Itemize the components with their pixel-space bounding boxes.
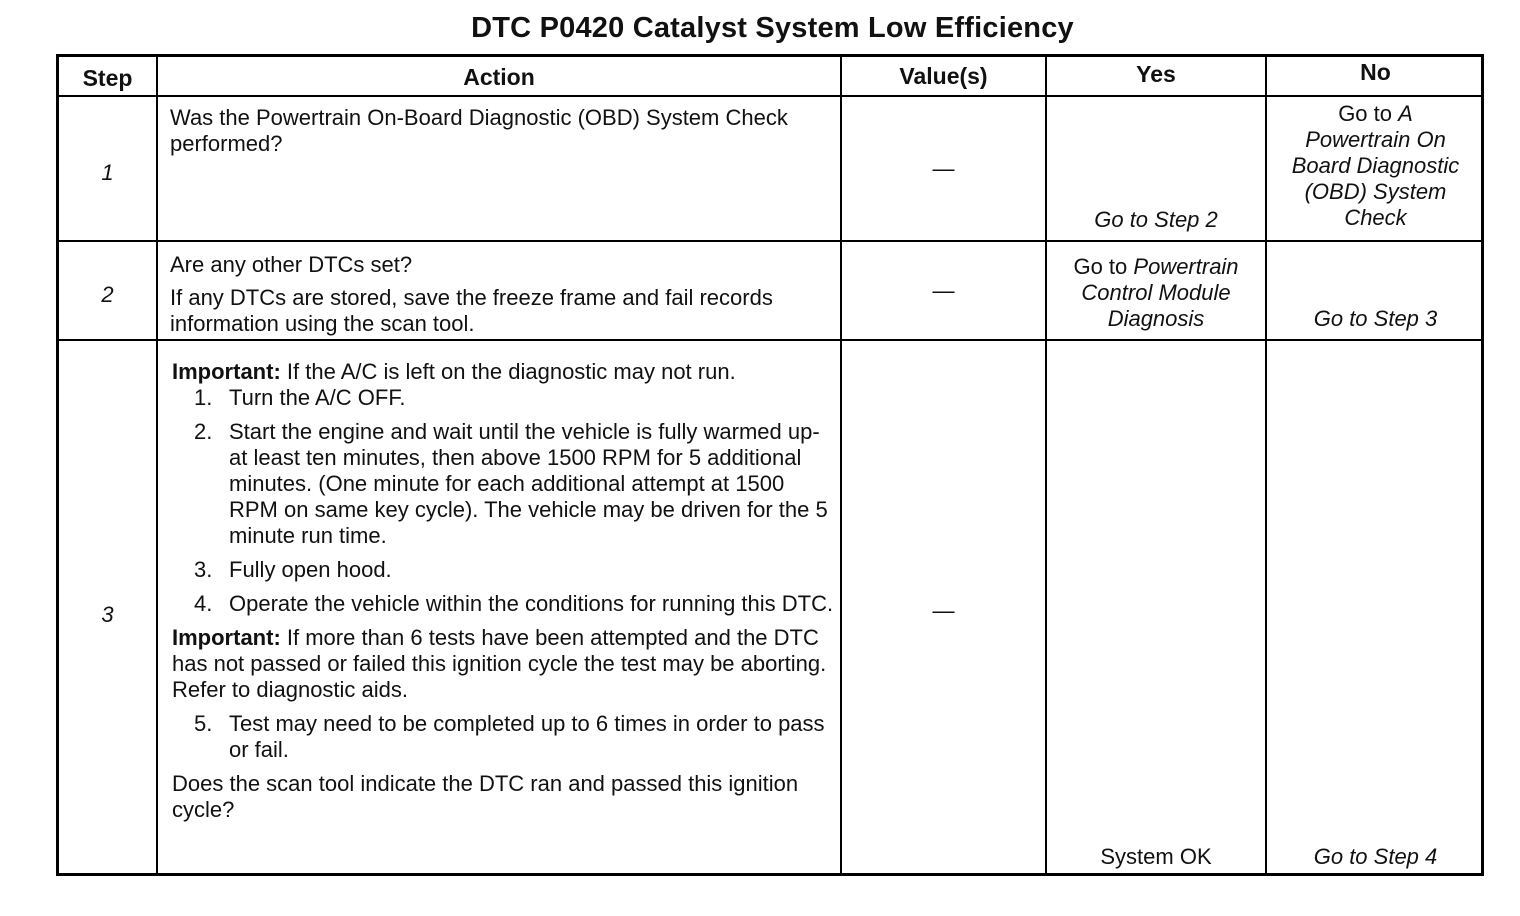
important-text: If more than 6 tests have been attempted and the DTC has not passed or failed this ignition cycle the test may be aborting. Refer to diagnostic aids.: [172, 625, 827, 702]
action-text: Was the Powertrain On-Board Diagnostic (OBD) System Check performed?: [170, 105, 788, 156]
column-divider: [1045, 57, 1047, 873]
column-divider: [156, 57, 158, 873]
no-go-to-step: Go to Step 4: [1313, 844, 1438, 869]
list-item: [172, 591, 837, 617]
list-item-number: 5.: [194, 711, 213, 736]
row-divider: [59, 240, 1481, 242]
header-step: Step: [82, 65, 133, 91]
important-text: If the A/C is left on the diagnostic may not run.: [286, 359, 736, 384]
list-item-number: 2.: [194, 419, 213, 444]
no-link-part: Check: [1344, 205, 1407, 230]
list-item: [172, 711, 837, 763]
yes-link-part: Diagnosis: [1107, 306, 1205, 331]
list-item: [172, 419, 837, 549]
important-note: [172, 359, 837, 385]
list-item-text: Turn the A/C OFF.: [229, 385, 406, 410]
header-values: Value(s): [899, 63, 988, 89]
list-item-number: 1.: [194, 385, 213, 410]
action-question: Does the scan tool indicate the DTC ran and passed this ignition cycle?: [172, 771, 799, 822]
header-action: Action: [463, 64, 535, 90]
value-dash: —: [932, 598, 955, 623]
yes-link-part: Control Module: [1081, 280, 1231, 305]
list-item-text: Fully open hood.: [229, 557, 392, 582]
list-item: [172, 385, 837, 411]
yes-system-ok: System OK: [1100, 844, 1212, 869]
list-item-number: 4.: [194, 591, 213, 616]
no-link-part: A: [1398, 101, 1413, 126]
list-item-text: Operate the vehicle within the conditions for running this DTC.: [229, 591, 834, 616]
no-link-part: Powertrain On: [1305, 127, 1446, 152]
important-note: [172, 625, 837, 703]
header-yes: Yes: [1136, 61, 1176, 87]
yes-go-to-step: Go to Step 2: [1094, 207, 1218, 232]
no-prefix: Go to: [1338, 101, 1392, 126]
list-item-text: Start the engine and wait until the vehicle is fully warmed up-at least ten minutes, then above 1500 RPM for 5 additional minutes. (One minute for each additional attempt at 1500 RPM on same key cycle). The vehicle may be driven for the 5 minute run time.: [229, 419, 828, 548]
page-title: DTC P0420 Catalyst System Low Efficiency: [471, 12, 1074, 44]
list-item-text: Test may need to be completed up to 6 times in order to pass or fail.: [229, 711, 825, 762]
step-number: 2: [101, 282, 114, 307]
action-instruction: If any DTCs are stored, save the freeze frame and fail records information using the scan tool.: [170, 285, 773, 336]
value-dash: —: [932, 278, 955, 303]
yes-prefix: Go to: [1073, 254, 1128, 279]
no-link-part: (OBD) System: [1304, 179, 1447, 204]
no-go-to-step: Go to Step 3: [1313, 306, 1438, 331]
value-dash: —: [932, 156, 955, 181]
list-item: [172, 557, 837, 583]
important-label: Important:: [172, 625, 281, 650]
header-no: No: [1360, 59, 1391, 85]
list-item-number: 3.: [194, 557, 213, 582]
yes-link-part: Powertrain: [1133, 254, 1239, 279]
no-link-part: Board Diagnostic: [1291, 153, 1460, 178]
action-question: Are any other DTCs set?: [170, 252, 413, 277]
row-divider: [59, 339, 1481, 341]
action-step-3: [172, 359, 837, 823]
yes-go-to-pcm-diagnosis: [1047, 254, 1265, 332]
important-label: Important:: [172, 359, 281, 384]
row-divider: [59, 95, 1481, 97]
step-number: 1: [101, 160, 114, 185]
no-go-to-obd-check: [1267, 101, 1484, 231]
dtc-table: [56, 54, 1484, 876]
step-number: 3: [101, 602, 114, 627]
